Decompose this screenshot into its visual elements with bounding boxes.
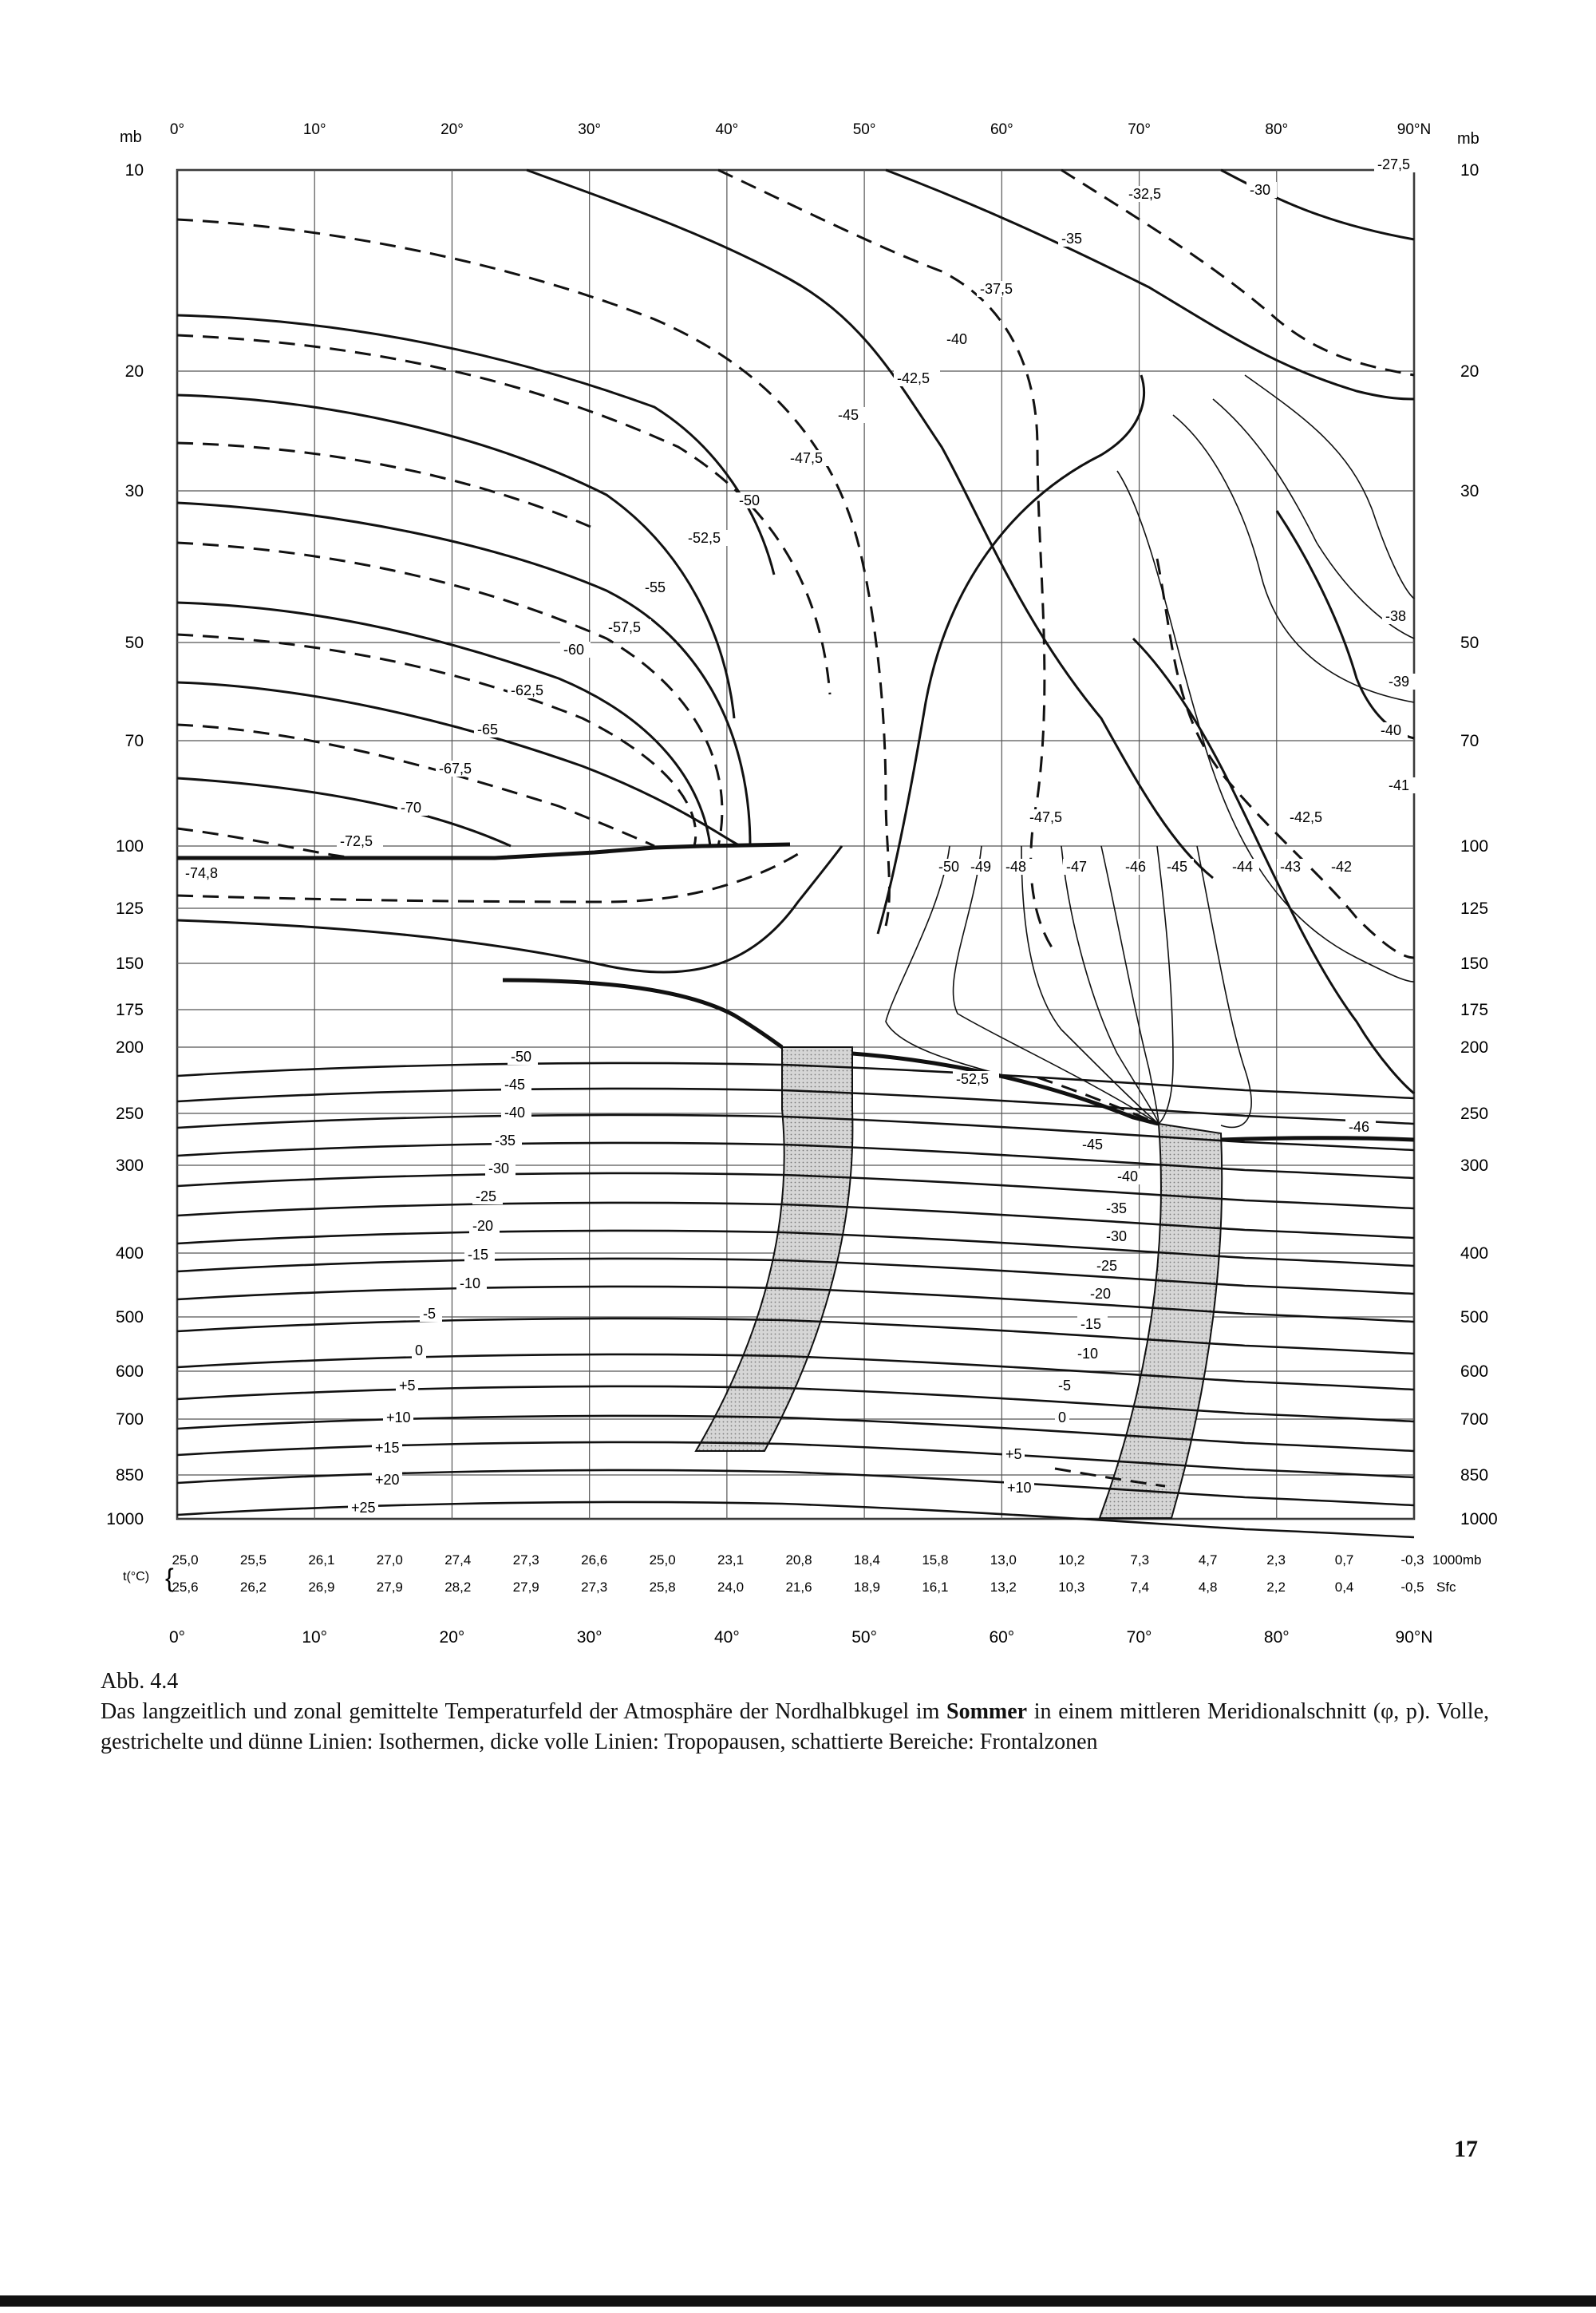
pressure-tick-right: 20	[1460, 362, 1479, 381]
surface-temp-value: 27,9	[376, 1580, 403, 1595]
isotherm-label: -25	[476, 1188, 497, 1204]
isotherm-label: -40	[1381, 722, 1402, 738]
isotherm-label: -20	[472, 1218, 494, 1234]
surface-temp-value: 13,0	[990, 1552, 1017, 1568]
lat-tick-top: 80°	[1265, 121, 1289, 138]
figure-caption	[101, 1667, 1489, 1757]
tropopause-midlatitude	[503, 980, 782, 1047]
pressure-tick-left: 500	[115, 1308, 144, 1327]
isotherm-label: -45	[838, 407, 859, 423]
lat-tick-bottom: 30°	[576, 1628, 602, 1647]
surface-temp-value: 24,0	[717, 1580, 745, 1595]
isotherm-label: -67,5	[439, 761, 472, 777]
isotherm-troposphere	[177, 1386, 1414, 1421]
isotherm-label: -47,5	[1029, 809, 1063, 825]
pressure-tick-left: 70	[124, 732, 144, 750]
caption-bold-season: Sommer	[946, 1699, 1028, 1724]
surface-temp-value: 25,6	[172, 1580, 199, 1595]
isotherm-label: -32,5	[1128, 186, 1162, 202]
pressure-tick-left: 20	[124, 362, 144, 381]
isotherm-label: -42	[1331, 859, 1353, 875]
surface-temp-value: 10,3	[1058, 1580, 1085, 1595]
isotherm-label: -55	[645, 579, 666, 595]
pressure-tick-left: 50	[124, 634, 144, 652]
lat-tick-bottom: 70°	[1126, 1628, 1152, 1647]
t-row-1000mb-label: 1000mb	[1432, 1552, 1482, 1568]
isotherm-label: -39	[1389, 674, 1410, 690]
surface-temp-value: 15,8	[922, 1552, 949, 1568]
t-brace: {	[165, 1564, 174, 1592]
pressure-tick-left: 10	[124, 161, 144, 180]
isotherm-label: -50	[739, 492, 760, 508]
isotherm-label: -47	[1066, 859, 1088, 875]
isotherm-label: -74,8	[185, 865, 219, 881]
isotherm-label: 0	[415, 1342, 424, 1358]
isotherm-label: -10	[1077, 1346, 1099, 1362]
pressure-tick-right: 100	[1460, 837, 1489, 856]
surface-temp-sfc-row	[172, 1580, 1424, 1595]
t-prefix: t(°C)	[123, 1570, 150, 1584]
pressure-tick-right: 850	[1460, 1466, 1489, 1485]
pressure-tick-right: 500	[1460, 1308, 1489, 1327]
isotherm-label: -38	[1385, 608, 1407, 624]
lat-tick-bottom: 40°	[714, 1628, 740, 1647]
isotherm-label: -46	[1125, 859, 1147, 875]
surface-temp-value: 4,8	[1198, 1580, 1218, 1595]
lat-tick-top: 20°	[440, 121, 464, 138]
pressure-tick-right: 150	[1460, 955, 1489, 973]
pressure-tick-right: 200	[1460, 1038, 1489, 1057]
surface-temp-value: 25,0	[649, 1552, 676, 1568]
isotherm-label: -30	[488, 1160, 510, 1176]
pressure-tick-right: 600	[1460, 1362, 1489, 1381]
surface-temp-value: 21,6	[785, 1580, 812, 1595]
lat-tick-bottom: 50°	[851, 1628, 877, 1647]
isotherms-full	[177, 170, 1414, 1093]
isotherm-label: -42,5	[897, 370, 930, 386]
isotherm-label: -62,5	[511, 682, 544, 698]
isotherm-label: -41	[1389, 777, 1410, 793]
pressure-unit-right: mb	[1457, 130, 1479, 148]
isotherm-label: +5	[1005, 1446, 1022, 1462]
pressure-tick-left: 30	[124, 482, 144, 500]
pressure-tick-right: 50	[1460, 634, 1479, 652]
isotherm-label: -35	[1106, 1200, 1128, 1216]
isotherm-label: -10	[460, 1275, 481, 1291]
pressure-tick-right: 10	[1460, 161, 1479, 180]
isotherm-label: -46	[1349, 1119, 1370, 1135]
lat-tick-top: 60°	[990, 121, 1013, 138]
isotherm-label: 0	[1058, 1410, 1067, 1425]
surface-temp-value: 26,1	[308, 1552, 335, 1568]
pressure-tick-left: 850	[115, 1466, 144, 1485]
surface-temp-value: 25,0	[172, 1552, 199, 1568]
pressure-tick-left: 300	[115, 1156, 144, 1175]
pressure-tick-right: 70	[1460, 732, 1479, 750]
isotherm-label: -43	[1280, 859, 1302, 875]
isotherm-label: +20	[375, 1472, 400, 1488]
surface-temp-value: 27,0	[376, 1552, 403, 1568]
isotherm-label: -65	[477, 722, 499, 737]
isotherm-label: -27,5	[1377, 156, 1411, 172]
isotherm-label: -70	[401, 800, 422, 816]
bottom-rule	[0, 2295, 1596, 2307]
pressure-axis-right	[1460, 161, 1498, 1528]
surface-temp-value: 23,1	[717, 1552, 745, 1568]
isotherm-label: -45	[1082, 1137, 1104, 1153]
isotherm-label: -35	[1061, 231, 1083, 247]
isotherm-label: -5	[1058, 1378, 1072, 1394]
isotherm-label: -15	[468, 1247, 489, 1263]
lat-tick-top: 0°	[169, 121, 185, 138]
lat-tick-bottom: 0°	[168, 1628, 186, 1647]
isotherm-label: -45	[1167, 859, 1188, 875]
caption-text-2: in einem mittleren Meridionalschnitt (φ, p). Volle, gestrichelte und dünne Linien: Isothermen, dicke volle Linien: Tropopausen, schattierte Bereiche: Frontalzonen	[101, 1699, 1489, 1754]
surface-temp-value: 7,3	[1130, 1552, 1150, 1568]
isotherm-label: -25	[1096, 1258, 1118, 1274]
surface-temp-value: 20,8	[785, 1552, 812, 1568]
isotherm-label: -37,5	[980, 281, 1013, 297]
isotherm-label: +10	[1007, 1480, 1032, 1496]
pressure-tick-left: 175	[115, 1001, 144, 1019]
isotherm-label: -47,5	[790, 450, 824, 466]
lat-tick-bottom: 60°	[989, 1628, 1015, 1647]
isotherm-label: -40	[504, 1105, 526, 1121]
surface-temp-value: -0,5	[1400, 1580, 1424, 1595]
surface-temp-value: 10,2	[1058, 1552, 1085, 1568]
isotherm-label: -20	[1090, 1286, 1112, 1302]
lat-tick-bottom: 80°	[1263, 1628, 1290, 1647]
pressure-tick-right: 300	[1460, 1156, 1489, 1175]
surface-temp-value: 27,9	[512, 1580, 539, 1595]
pressure-unit-left: mb	[120, 128, 142, 146]
page-number: 17	[1454, 2136, 1478, 2162]
isotherm-label: -50	[938, 859, 960, 875]
surface-temp-value: 27,3	[512, 1552, 539, 1568]
isotherm-label: -72,5	[340, 833, 373, 849]
surface-temp-value: 18,9	[853, 1580, 880, 1595]
isotherm-label: -52,5	[956, 1071, 990, 1087]
surface-temp-value: 2,3	[1266, 1552, 1286, 1568]
isotherm-label: -44	[1232, 859, 1254, 875]
surface-temp-value: 26,6	[581, 1552, 608, 1568]
pressure-tick-left: 150	[115, 955, 144, 973]
surface-temp-value: 4,7	[1198, 1552, 1218, 1568]
pressure-tick-left: 1000	[106, 1510, 144, 1528]
surface-temp-value: -0,3	[1400, 1552, 1424, 1568]
surface-temp-value: 0,7	[1334, 1552, 1354, 1568]
pressure-tick-left: 400	[115, 1244, 144, 1263]
isotherm-label: +10	[386, 1410, 411, 1425]
surface-temp-value: 28,2	[444, 1580, 472, 1595]
lat-tick-bottom: 90°N	[1395, 1628, 1433, 1647]
lat-tick-bottom: 20°	[439, 1628, 465, 1647]
lat-tick-top: 70°	[1128, 121, 1151, 138]
pressure-axis-left	[106, 161, 144, 1528]
surface-temp-value: 7,4	[1130, 1580, 1150, 1595]
figure-label: Abb. 4.4	[101, 1669, 179, 1694]
tropopause-polar	[1221, 1138, 1414, 1140]
lat-tick-bottom: 10°	[302, 1628, 328, 1647]
pressure-tick-left: 250	[115, 1105, 144, 1123]
lat-tick-top: 50°	[852, 121, 876, 138]
surface-temp-value: 16,1	[922, 1580, 949, 1595]
isotherm-label: -35	[495, 1133, 516, 1149]
surface-temp-value: 27,4	[444, 1552, 472, 1568]
isotherm-label: -40	[946, 331, 968, 347]
isotherm-label: -40	[1117, 1168, 1139, 1184]
pressure-tick-right: 175	[1460, 1001, 1489, 1019]
pressure-tick-left: 125	[115, 900, 144, 918]
isotherm-label: -30	[1250, 182, 1271, 198]
isotherm-label: -45	[504, 1077, 526, 1093]
isotherm-label: -52,5	[688, 530, 721, 546]
isotherm-label: -50	[511, 1049, 532, 1065]
isotherm-label: -60	[563, 642, 585, 658]
lat-tick-top: 10°	[302, 121, 326, 138]
surface-temp-value: 25,5	[239, 1552, 267, 1568]
isotherm-label: -15	[1080, 1316, 1102, 1332]
isotherm-label: -57,5	[608, 619, 642, 635]
isotherm-label: +5	[399, 1378, 416, 1394]
pressure-tick-right: 250	[1460, 1105, 1489, 1123]
surface-temp-value: 27,3	[581, 1580, 608, 1595]
isotherm-label: -42,5	[1290, 809, 1323, 825]
isotherm-label: -5	[423, 1306, 437, 1322]
pressure-tick-left: 700	[115, 1410, 144, 1429]
lat-tick-top: 30°	[578, 121, 602, 138]
caption-text-1: Das langzeitlich und zonal gemittelte Temperaturfeld der Atmosphäre der Nordhalbkugel im	[101, 1699, 947, 1724]
pressure-tick-right: 1000	[1460, 1510, 1498, 1528]
lat-tick-top: 90°N	[1396, 121, 1432, 138]
pressure-tick-left: 100	[115, 837, 144, 856]
isotherm-label: +15	[375, 1440, 400, 1456]
surface-temp-value: 18,4	[853, 1552, 880, 1568]
pressure-tick-right: 125	[1460, 900, 1489, 918]
lat-tick-top: 40°	[715, 121, 739, 138]
pressure-tick-right: 30	[1460, 482, 1479, 500]
t-row-sfc-label: Sfc	[1436, 1580, 1456, 1595]
latitude-axis-top	[170, 121, 1431, 138]
isotherms-thin	[886, 375, 1414, 1127]
pressure-tick-left: 200	[115, 1038, 144, 1057]
isotherm-label: +25	[351, 1500, 376, 1516]
latitude-axis-bottom	[169, 1628, 1433, 1647]
surface-temp-value: 0,4	[1334, 1580, 1354, 1595]
isotherm-label: -48	[1005, 859, 1027, 875]
pressure-tick-right: 400	[1460, 1244, 1489, 1263]
surface-temp-value: 13,2	[990, 1580, 1017, 1595]
surface-temp-value: 26,9	[308, 1580, 335, 1595]
pressure-tick-right: 700	[1460, 1410, 1489, 1429]
pressure-tick-left: 600	[115, 1362, 144, 1381]
surface-temp-value: 2,2	[1266, 1580, 1286, 1595]
surface-temp-1000mb-row	[172, 1552, 1424, 1568]
surface-temp-value: 26,2	[239, 1580, 267, 1595]
surface-temp-value: 25,8	[649, 1580, 676, 1595]
isotherm-label: -49	[970, 859, 992, 875]
isotherm-label: -30	[1106, 1228, 1128, 1244]
